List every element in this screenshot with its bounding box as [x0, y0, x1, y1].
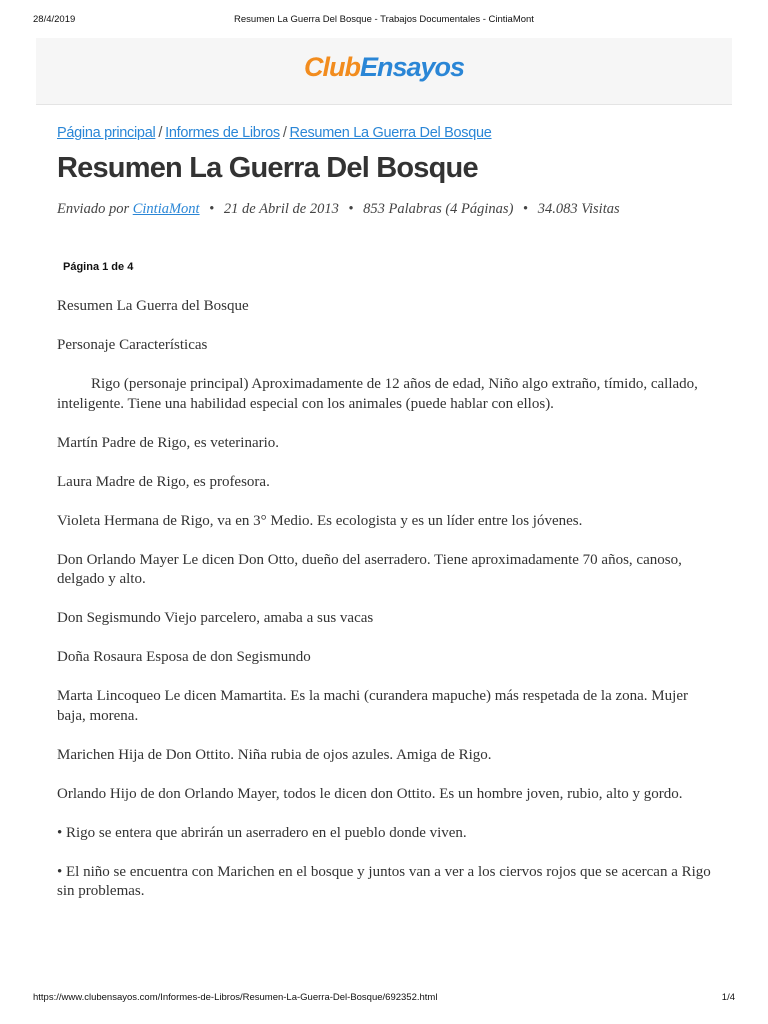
bullet-paragraph: • El niño se encuentra con Marichen en el bosque y juntos van a ver a los ciervos rojos que se acercan a Rigo sin problemas. — [57, 863, 711, 899]
paragraph: Martín Padre de Rigo, es veterinario. — [57, 434, 280, 451]
page-indicator: Página 1 de 4 — [63, 261, 134, 273]
visit-count: 34.083 Visitas — [537, 201, 620, 217]
paragraph: Don Orlando Mayer Le dicen Don Otto, dueño del aserradero. Tiene aproximadamente 70 años, canoso, delgado y alto. — [57, 551, 682, 587]
sent-by-label: Enviado por — [57, 201, 130, 217]
breadcrumb-home-link[interactable]: Página principal — [57, 125, 156, 141]
meta-bullet: • — [348, 201, 354, 217]
print-header — [33, 14, 735, 26]
paragraph: Marta Lincoqueo Le dicen Mamartita. Es la machi (curandera mapuche) más respetada de la zona. Mujer baja, morena. — [57, 688, 688, 724]
breadcrumb-category-link[interactable]: Informes de Libros — [165, 125, 280, 141]
meta-bullet: • — [209, 201, 215, 217]
breadcrumb — [57, 125, 711, 141]
bullet-paragraph: • Rigo se entera que abrirán un aserradero en el pueblo donde viven. — [57, 824, 467, 841]
print-url: https://www.clubensayos.com/Informes-de-Libros/Resumen-La-Guerra-Del-Bosque/692352.html — [33, 992, 438, 1003]
word-count: 853 Palabras (4 Páginas) — [363, 201, 514, 217]
breadcrumb-separator: / — [282, 125, 287, 141]
paragraph: Resumen La Guerra del Bosque — [57, 298, 249, 314]
paragraph: Violeta Hermana de Rigo, va en 3° Medio. Es ecologista y es un líder entre los jóvenes. — [57, 512, 583, 529]
logo-club-text: Club — [303, 52, 360, 82]
breadcrumb-separator: / — [158, 125, 163, 141]
print-date: 28/4/2019 — [33, 14, 76, 25]
paragraph: Personaje Características — [57, 337, 208, 353]
author-link[interactable]: CintiaMont — [132, 201, 200, 217]
paragraph: Marichen Hija de Don Ottito. Niña rubia de ojos azules. Amiga de Rigo. — [57, 746, 492, 763]
paragraph: Don Segismundo Viejo parcelero, amaba a sus vacas — [57, 610, 374, 626]
logo-ensayos-text: Ensayos — [359, 52, 465, 82]
article-body — [57, 297, 717, 921]
print-footer — [33, 992, 735, 1004]
paragraph: Laura Madre de Rigo, es profesora. — [57, 473, 270, 490]
paragraph: Orlando Hijo de don Orlando Mayer, todos le dicen don Ottito. Es un hombre joven, rubio, alto y gordo. — [57, 785, 683, 802]
publish-date: 21 de Abril de 2013 — [223, 201, 339, 217]
breadcrumb-current-link[interactable]: Resumen La Guerra Del Bosque — [289, 125, 492, 141]
meta-bullet: • — [523, 201, 529, 217]
site-header — [36, 38, 732, 105]
article-meta — [57, 201, 711, 218]
clubensayos-logo[interactable] — [36, 52, 732, 83]
page-title: Resumen La Guerra Del Bosque — [57, 152, 478, 184]
print-page-number: 1/4 — [721, 992, 735, 1003]
paragraph: Doña Rosaura Esposa de don Segismundo — [57, 649, 311, 665]
print-document-title: Resumen La Guerra Del Bosque - Trabajos Documentales - CintiaMont — [234, 14, 534, 25]
paragraph: Rigo (personaje principal) Aproximadamente de 12 años de edad, Niño algo extraño, tímido, callado, inteligente. Tiene una habilidad especial con los animales (puede hablar con ellos). — [57, 376, 698, 412]
